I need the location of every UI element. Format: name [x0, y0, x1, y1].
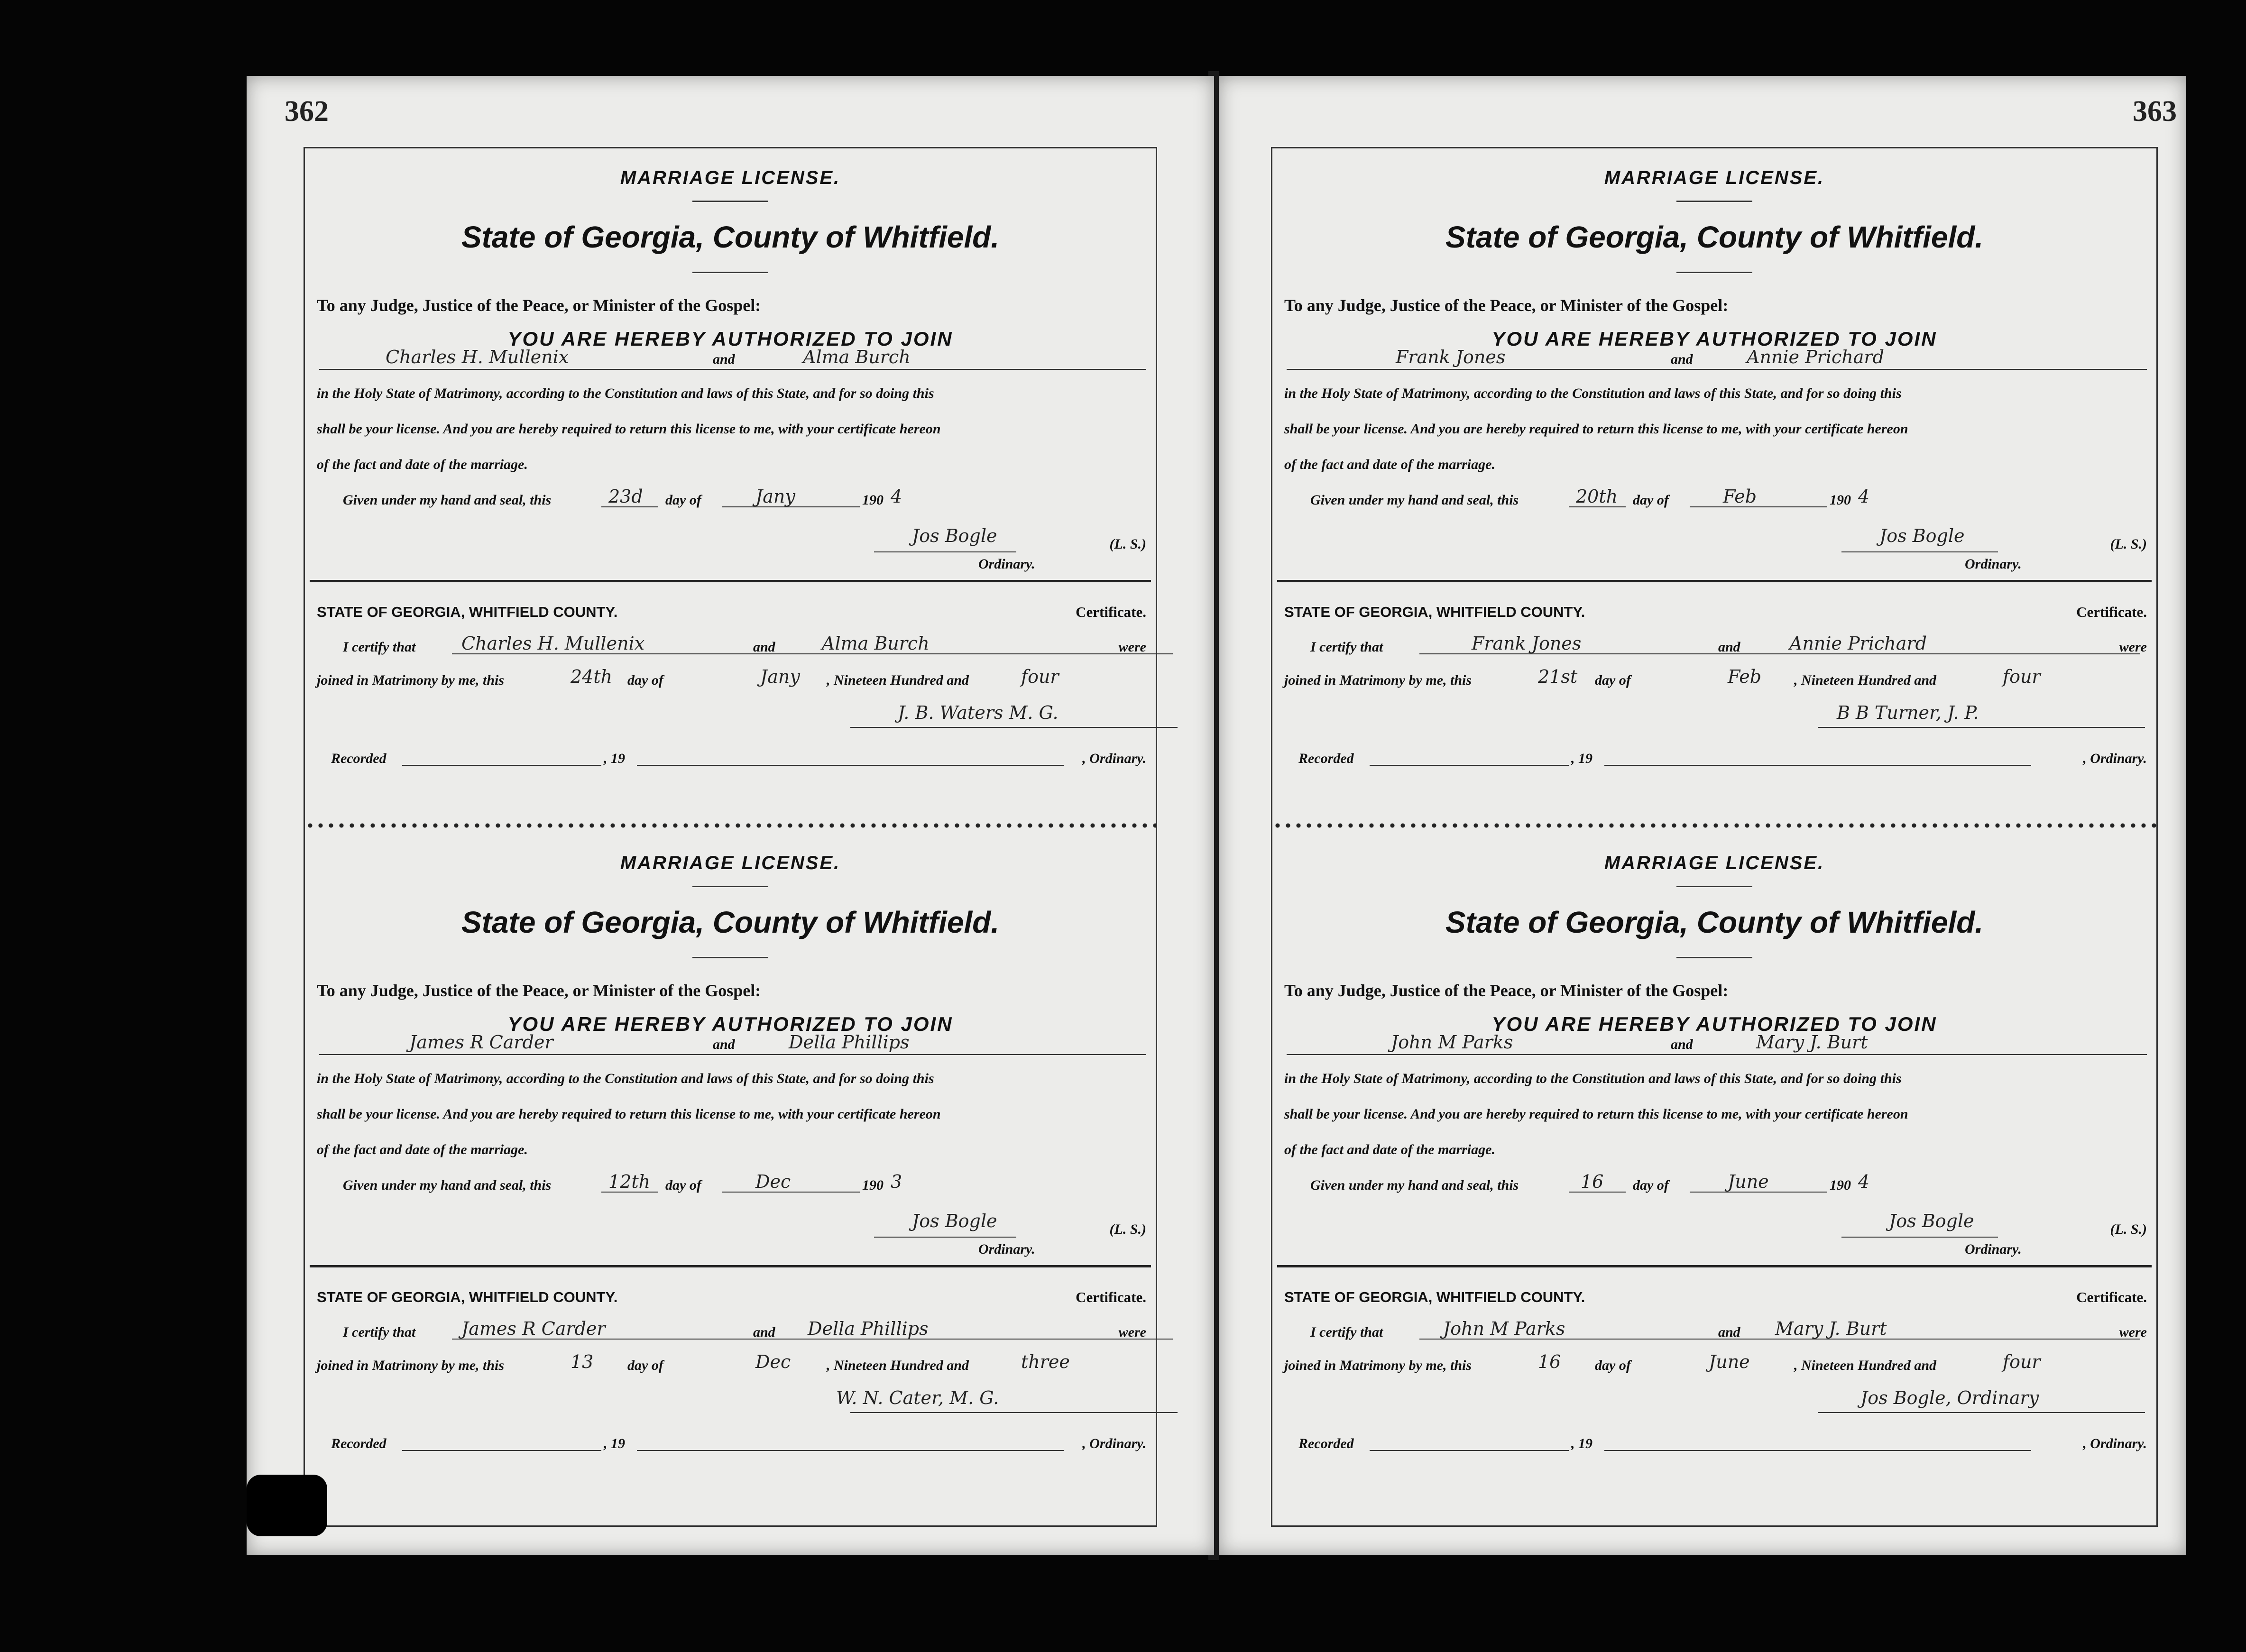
- license-text-line-1: in the Holy State of Matrimony, according to the Constitution and laws of this State, and for so doing this: [317, 1071, 934, 1086]
- cert-groom-name: Frank Jones: [1472, 633, 1582, 654]
- ordinary-signature: Jos Bogle: [1889, 1211, 1974, 1231]
- given-month: Jany: [755, 486, 795, 507]
- recorded-ordinary-label: , Ordinary.: [1082, 1436, 1146, 1451]
- cert-bride-name: Mary J. Burt: [1775, 1318, 1887, 1339]
- given-day: 20th: [1576, 486, 1618, 507]
- and-label: and: [713, 1037, 735, 1052]
- certify-label: I certify that: [343, 639, 416, 655]
- left-page: [247, 76, 1214, 1555]
- license-text-line-2: shall be your license. And you are hereby required to return this license to me, with your certificate hereon: [1284, 1106, 1908, 1122]
- section-rule: [1277, 1265, 2152, 1267]
- given-day: 16: [1581, 1171, 1604, 1192]
- page-frame: [1271, 147, 2158, 1527]
- year-prefix: 190: [1830, 1177, 1851, 1193]
- divider: [692, 201, 768, 202]
- recorded-year-label: , 19: [604, 751, 625, 766]
- given-label: Given under my hand and seal, this: [1310, 492, 1519, 508]
- state-title: State of Georgia, County of Whitfield.: [1445, 905, 1984, 939]
- authorization-heading: YOU ARE HEREBY AUTHORIZED TO JOIN: [1491, 328, 1937, 350]
- groom-name: Frank Jones: [1396, 347, 1506, 367]
- joined-month: Feb: [1728, 666, 1762, 687]
- recorded-line: [1604, 741, 2031, 766]
- bride-name: Annie Prichard: [1747, 347, 1884, 367]
- given-label: Given under my hand and seal, this: [343, 1177, 552, 1193]
- page-frame: [304, 147, 1157, 1527]
- license-separator: [1272, 822, 2156, 829]
- were-label: were: [1118, 639, 1146, 655]
- certify-label: I certify that: [1310, 1324, 1383, 1340]
- joined-year: four: [2003, 666, 2041, 687]
- year-suffix: 4: [891, 486, 902, 507]
- license-text-line-2: shall be your license. And you are hereby required to return this license to me, with your certificate hereon: [1284, 421, 1908, 437]
- cert-bride-name: Della Phillips: [808, 1318, 929, 1339]
- given-month: Feb: [1723, 486, 1757, 507]
- certificate-label: Certificate.: [1076, 1289, 1146, 1305]
- officiant-signature: B B Turner, J. P.: [1837, 702, 1979, 723]
- divider: [692, 957, 768, 958]
- section-rule: [1277, 580, 2152, 582]
- ordinary-label: Ordinary.: [978, 556, 1035, 572]
- joined-day-of-label: day of: [627, 1358, 663, 1373]
- section-rule: [310, 1265, 1151, 1267]
- divider: [1676, 886, 1752, 887]
- recorded-label: Recorded: [1298, 1436, 1354, 1451]
- cert-and-label: and: [1718, 639, 1740, 655]
- recorded-line: [637, 1426, 1064, 1451]
- and-label: and: [1671, 351, 1693, 367]
- addressee: To any Judge, Justice of the Peace, or Minister of the Gospel:: [317, 981, 761, 1000]
- day-of-label: day of: [1633, 492, 1669, 508]
- marriage-license: [1272, 148, 2156, 819]
- addressee: To any Judge, Justice of the Peace, or Minister of the Gospel:: [1284, 981, 1729, 1000]
- license-text-line-3: of the fact and date of the marriage.: [317, 1142, 528, 1157]
- cert-and-label: and: [753, 639, 775, 655]
- and-label: and: [1671, 1037, 1693, 1052]
- seal-label: (L. S.): [2110, 536, 2147, 552]
- seal-label: (L. S.): [1109, 1221, 1146, 1237]
- certificate-header: STATE OF GEORGIA, WHITFIELD COUNTY.: [317, 604, 618, 620]
- state-title: State of Georgia, County of Whitfield.: [1445, 220, 1984, 254]
- seal-label: (L. S.): [1109, 536, 1146, 552]
- joined-label: joined in Matrimony by me, this: [1284, 1358, 1472, 1373]
- recorded-label: Recorded: [331, 751, 387, 766]
- day-of-label: day of: [1633, 1177, 1669, 1193]
- right-page: [1219, 76, 2186, 1555]
- year-suffix: 4: [1858, 486, 1870, 507]
- authorization-heading: YOU ARE HEREBY AUTHORIZED TO JOIN: [1491, 1013, 1937, 1035]
- month-line: [722, 1168, 860, 1193]
- certificate-label: Certificate.: [2076, 604, 2147, 620]
- joined-year: four: [1021, 666, 1059, 687]
- certificate-header: STATE OF GEORGIA, WHITFIELD COUNTY.: [317, 1289, 618, 1305]
- authorization-heading: YOU ARE HEREBY AUTHORIZED TO JOIN: [507, 1013, 953, 1035]
- certificate-label: Certificate.: [2076, 1289, 2147, 1305]
- officiant-signature: J. B. Waters M. G.: [898, 702, 1059, 723]
- nineteen-hundred-label: , Nineteen Hundred and: [1794, 1358, 1937, 1373]
- license-header: MARRIAGE LICENSE.: [1604, 167, 1825, 188]
- day-of-label: day of: [665, 492, 701, 508]
- license-text-line-2: shall be your license. And you are hereby required to return this license to me, with your certificate hereon: [317, 421, 941, 437]
- ordinary-signature: Jos Bogle: [912, 525, 997, 546]
- certificate-label: Certificate.: [1076, 604, 1146, 620]
- divider: [692, 886, 768, 887]
- cert-groom-name: Charles H. Mullenix: [461, 633, 645, 654]
- recorded-label: Recorded: [1298, 751, 1354, 766]
- recorded-line: [402, 741, 601, 766]
- year-prefix: 190: [862, 1177, 884, 1193]
- joined-day: 13: [571, 1351, 594, 1372]
- groom-name: John M Parks: [1391, 1032, 1513, 1053]
- nineteen-hundred-label: , Nineteen Hundred and: [827, 672, 969, 688]
- recorded-year-label: , 19: [604, 1436, 625, 1451]
- month-line: [1690, 483, 1827, 507]
- addressee: To any Judge, Justice of the Peace, or Minister of the Gospel:: [317, 296, 761, 315]
- officiant-signature: Jos Bogle, Ordinary: [1860, 1387, 2039, 1408]
- cert-groom-name: James R Carder: [461, 1318, 606, 1339]
- were-label: were: [1118, 1324, 1146, 1340]
- license-text-line-3: of the fact and date of the marriage.: [1284, 457, 1495, 472]
- page-number: 363: [2133, 95, 2177, 128]
- joined-day: 21st: [1538, 666, 1578, 687]
- license-separator: [305, 822, 1156, 829]
- were-label: were: [2119, 639, 2147, 655]
- certify-label: I certify that: [343, 1324, 416, 1340]
- page-number: 362: [285, 95, 329, 128]
- joined-year: four: [2003, 1351, 2041, 1372]
- recorded-label: Recorded: [331, 1436, 387, 1451]
- recorded-year-label: , 19: [1571, 1436, 1592, 1451]
- license-text-line-1: in the Holy State of Matrimony, according to the Constitution and laws of this State, and for so doing this: [1284, 1071, 1902, 1086]
- license-text-line-1: in the Holy State of Matrimony, according to the Constitution and laws of this State, and for so doing this: [1284, 385, 1902, 401]
- license-text-line-3: of the fact and date of the marriage.: [1284, 1142, 1495, 1157]
- given-month: Dec: [755, 1171, 791, 1192]
- bride-name: Alma Burch: [803, 347, 911, 367]
- marriage-license: [305, 834, 1156, 1505]
- ordinary-signature: Jos Bogle: [912, 1211, 997, 1231]
- license-text-line-3: of the fact and date of the marriage.: [317, 457, 528, 472]
- section-rule: [310, 580, 1151, 582]
- ordinary-label: Ordinary.: [1965, 1241, 2022, 1257]
- day-of-label: day of: [665, 1177, 701, 1193]
- joined-day: 16: [1538, 1351, 1561, 1372]
- recorded-line: [1370, 741, 1569, 766]
- license-header: MARRIAGE LICENSE.: [620, 853, 841, 873]
- recorded-line: [402, 1426, 601, 1451]
- ordinary-label: Ordinary.: [1965, 556, 2022, 572]
- recorded-line: [637, 741, 1064, 766]
- cert-groom-name: John M Parks: [1443, 1318, 1565, 1339]
- nineteen-hundred-label: , Nineteen Hundred and: [1794, 672, 1937, 688]
- divider: [1676, 272, 1752, 273]
- given-day: 12th: [608, 1171, 651, 1192]
- license-text-line-2: shall be your license. And you are hereby required to return this license to me, with your certificate hereon: [317, 1106, 941, 1122]
- bride-name: Mary J. Burt: [1756, 1032, 1868, 1053]
- certificate-header: STATE OF GEORGIA, WHITFIELD COUNTY.: [1284, 1289, 1585, 1305]
- recorded-line: [1370, 1426, 1569, 1451]
- seal-label: (L. S.): [2110, 1221, 2147, 1237]
- ordinary-signature: Jos Bogle: [1879, 525, 1965, 546]
- joined-day: 24th: [571, 666, 613, 687]
- state-title: State of Georgia, County of Whitfield.: [461, 905, 1000, 939]
- joined-day-of-label: day of: [627, 672, 663, 688]
- joined-label: joined in Matrimony by me, this: [1284, 672, 1472, 688]
- year-prefix: 190: [862, 492, 884, 508]
- nineteen-hundred-label: , Nineteen Hundred and: [827, 1358, 969, 1373]
- joined-month: Dec: [755, 1351, 791, 1372]
- ordinary-label: Ordinary.: [978, 1241, 1035, 1257]
- state-title: State of Georgia, County of Whitfield.: [461, 220, 1000, 254]
- cert-and-label: and: [753, 1324, 775, 1340]
- year-prefix: 190: [1830, 492, 1851, 508]
- divider: [692, 272, 768, 273]
- marriage-license: [1272, 834, 2156, 1505]
- and-label: and: [713, 351, 735, 367]
- joined-month: Jany: [760, 666, 800, 687]
- joined-year: three: [1021, 1351, 1070, 1372]
- given-month: June: [1728, 1171, 1769, 1192]
- authorization-heading: YOU ARE HEREBY AUTHORIZED TO JOIN: [507, 328, 953, 350]
- year-suffix: 3: [891, 1171, 902, 1192]
- license-text-line-1: in the Holy State of Matrimony, according to the Constitution and laws of this State, and for so doing this: [317, 385, 934, 401]
- license-header: MARRIAGE LICENSE.: [620, 167, 841, 188]
- recorded-year-label: , 19: [1571, 751, 1592, 766]
- cert-and-label: and: [1718, 1324, 1740, 1340]
- joined-day-of-label: day of: [1595, 672, 1631, 688]
- marriage-license: [305, 148, 1156, 819]
- given-day: 23d: [608, 486, 643, 507]
- cert-bride-name: Alma Burch: [822, 633, 930, 654]
- divider: [1676, 201, 1752, 202]
- recorded-ordinary-label: , Ordinary.: [2083, 1436, 2147, 1451]
- given-label: Given under my hand and seal, this: [343, 492, 552, 508]
- given-label: Given under my hand and seal, this: [1310, 1177, 1519, 1193]
- officiant-signature: W. N. Cater, M. G.: [836, 1387, 999, 1408]
- binding-clip: [247, 1475, 327, 1536]
- were-label: were: [2119, 1324, 2147, 1340]
- joined-label: joined in Matrimony by me, this: [317, 1358, 505, 1373]
- bride-name: Della Phillips: [789, 1032, 910, 1053]
- joined-day-of-label: day of: [1595, 1358, 1631, 1373]
- addressee: To any Judge, Justice of the Peace, or Minister of the Gospel:: [1284, 296, 1729, 315]
- joined-label: joined in Matrimony by me, this: [317, 672, 505, 688]
- divider: [1676, 957, 1752, 958]
- joined-month: June: [1709, 1351, 1750, 1372]
- recorded-ordinary-label: , Ordinary.: [1082, 751, 1146, 766]
- groom-name: James R Carder: [409, 1032, 553, 1053]
- license-header: MARRIAGE LICENSE.: [1604, 853, 1825, 873]
- certify-label: I certify that: [1310, 639, 1383, 655]
- groom-name: Charles H. Mullenix: [386, 347, 569, 367]
- certificate-header: STATE OF GEORGIA, WHITFIELD COUNTY.: [1284, 604, 1585, 620]
- year-suffix: 4: [1858, 1171, 1870, 1192]
- recorded-ordinary-label: , Ordinary.: [2083, 751, 2147, 766]
- cert-bride-name: Annie Prichard: [1789, 633, 1927, 654]
- recorded-line: [1604, 1426, 2031, 1451]
